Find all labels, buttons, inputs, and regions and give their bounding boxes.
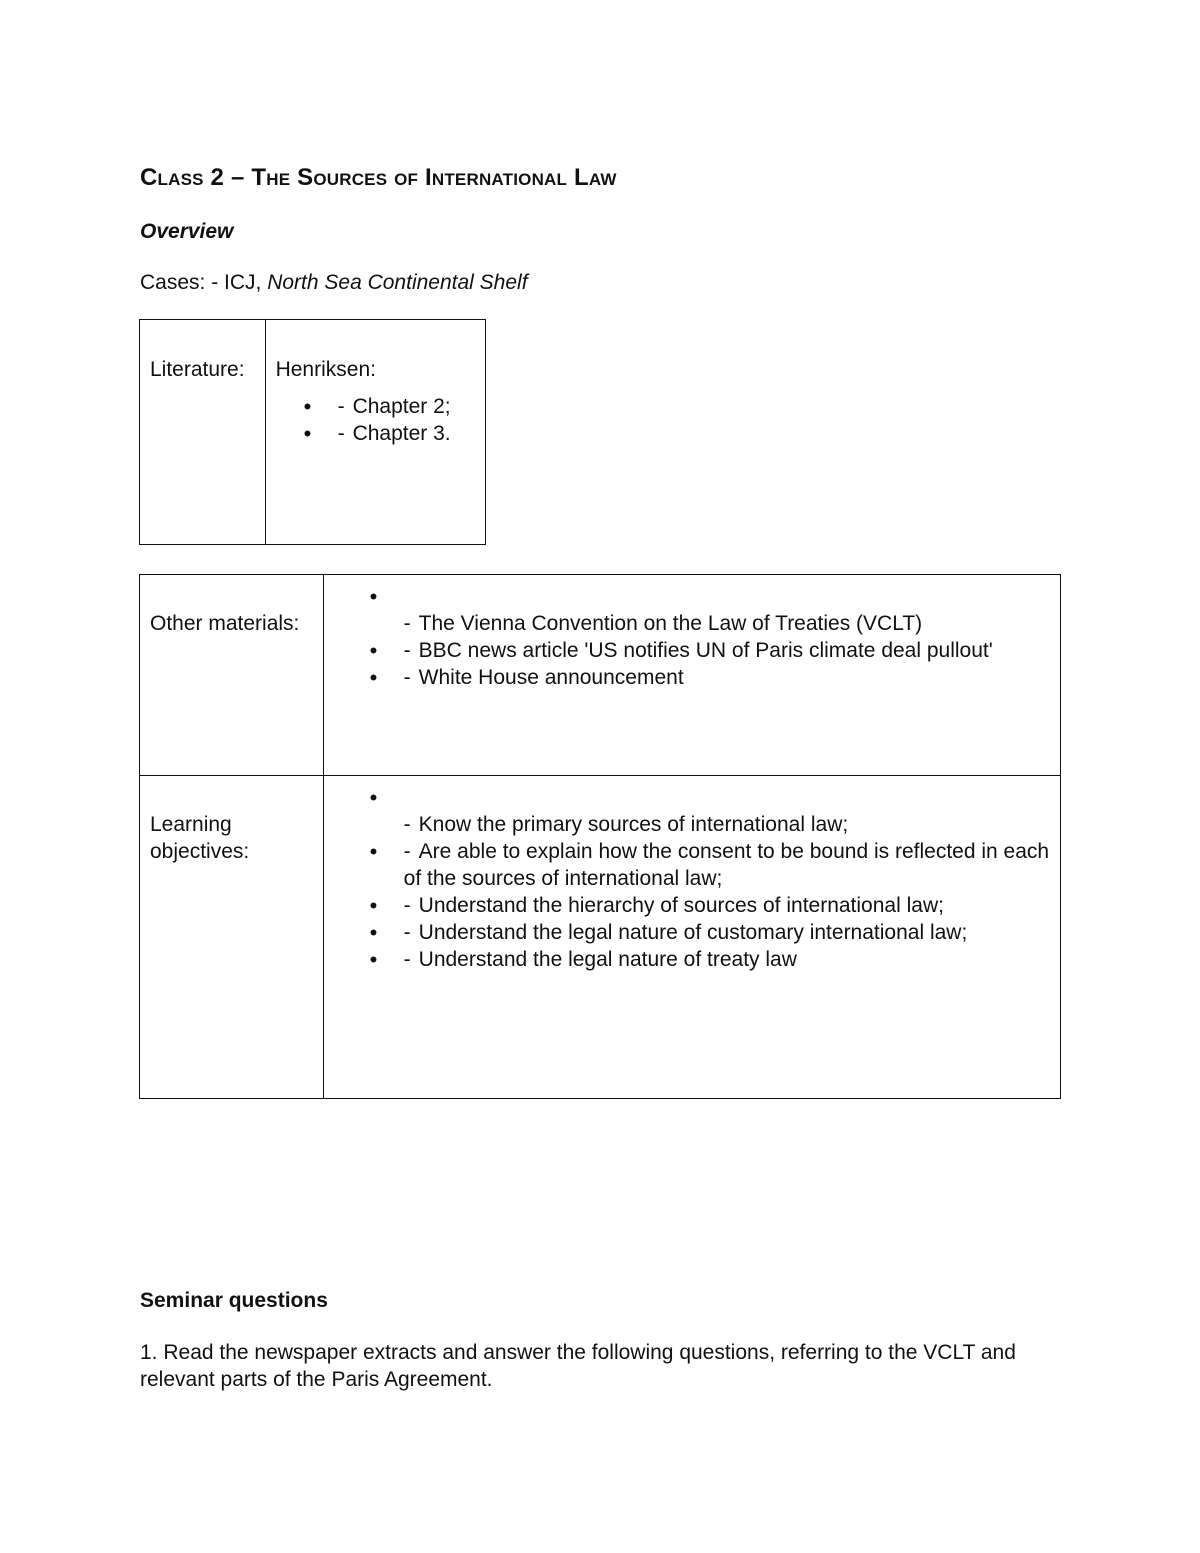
list-item-text: The Vienna Convention on the Law of Treaties (VCLT) xyxy=(418,612,923,635)
learning-objectives-label: Learning objectives: xyxy=(150,813,250,863)
list-item-text: Chapter 3. xyxy=(352,422,451,445)
literature-author: Henriksen: xyxy=(275,358,376,381)
literature-list xyxy=(276,393,475,447)
question-1: 1. Read the newspaper extracts and answer the following questions, referring to the VCLT and relevant parts of the Paris Agreement. xyxy=(140,1341,1016,1391)
literature-row xyxy=(140,320,486,545)
literature-content-cell xyxy=(265,320,485,545)
list-item: • - White House announcement xyxy=(404,664,1050,691)
case-name: North Sea Continental Shelf xyxy=(267,271,528,294)
other-materials-content-cell xyxy=(323,575,1060,776)
learning-objectives-label-cell xyxy=(140,776,324,1099)
other-materials-content xyxy=(324,575,1060,691)
other-materials-label: Other materials: xyxy=(150,612,300,635)
list-item-text: White House announcement xyxy=(418,666,684,689)
list-item: • - Understand the legal nature of customary international law; xyxy=(404,919,1050,946)
page-title: Class 2 – The Sources of International Law xyxy=(140,164,617,191)
list-item-text: Understand the hierarchy of sources of international law; xyxy=(418,894,944,917)
learning-objectives-content-cell xyxy=(323,776,1060,1099)
list-item-text: Understand the legal nature of customary international law; xyxy=(418,921,968,944)
list-item: • - Understand the hierarchy of sources of international law; xyxy=(404,892,1050,919)
list-item: - The Vienna Convention on the Law of Treaties (VCLT) xyxy=(403,612,923,635)
materials-objectives-table xyxy=(139,574,1061,1099)
list-item: • - Chapter 3. xyxy=(338,420,475,447)
list-item-text: BBC news article 'US notifies UN of Paris climate deal pullout' xyxy=(418,639,993,662)
literature-label: Literature: xyxy=(150,358,245,381)
overview-heading: Overview xyxy=(140,220,234,243)
list-item: • - Understand the legal nature of treaty law xyxy=(404,946,1050,973)
list-item: • - Are able to explain how the consent to be bound is reflected in each of the sources of international law; xyxy=(404,838,1050,892)
list-item: - Know the primary sources of international law; xyxy=(403,813,849,836)
other-materials-row xyxy=(140,575,1061,776)
other-materials-label-cell xyxy=(140,575,324,776)
cases-line xyxy=(140,271,528,295)
list-item: • - BBC news article 'US notifies UN of Paris climate deal pullout' xyxy=(404,637,1050,664)
other-materials-list xyxy=(334,583,1050,691)
list-item-text: Understand the legal nature of treaty law xyxy=(418,948,797,971)
list-item: • - Chapter 2; xyxy=(338,393,475,420)
learning-objectives-row xyxy=(140,776,1061,1099)
list-item-text: Are able to explain how the consent to be bound is reflected in each of the sources of international law; xyxy=(403,840,1050,890)
learning-objectives-content xyxy=(324,776,1060,973)
list-item-text: Chapter 2; xyxy=(352,395,451,418)
cases-prefix: Cases: - ICJ, xyxy=(140,271,268,294)
learning-objectives-list xyxy=(334,784,1050,973)
literature-table xyxy=(139,319,486,545)
list-item-text: Know the primary sources of international law; xyxy=(418,813,849,836)
seminar-heading: Seminar questions xyxy=(140,1289,328,1312)
literature-label-cell xyxy=(140,320,266,545)
empty-bullet xyxy=(404,583,1050,610)
literature-content xyxy=(266,320,485,447)
empty-bullet xyxy=(404,784,1050,811)
